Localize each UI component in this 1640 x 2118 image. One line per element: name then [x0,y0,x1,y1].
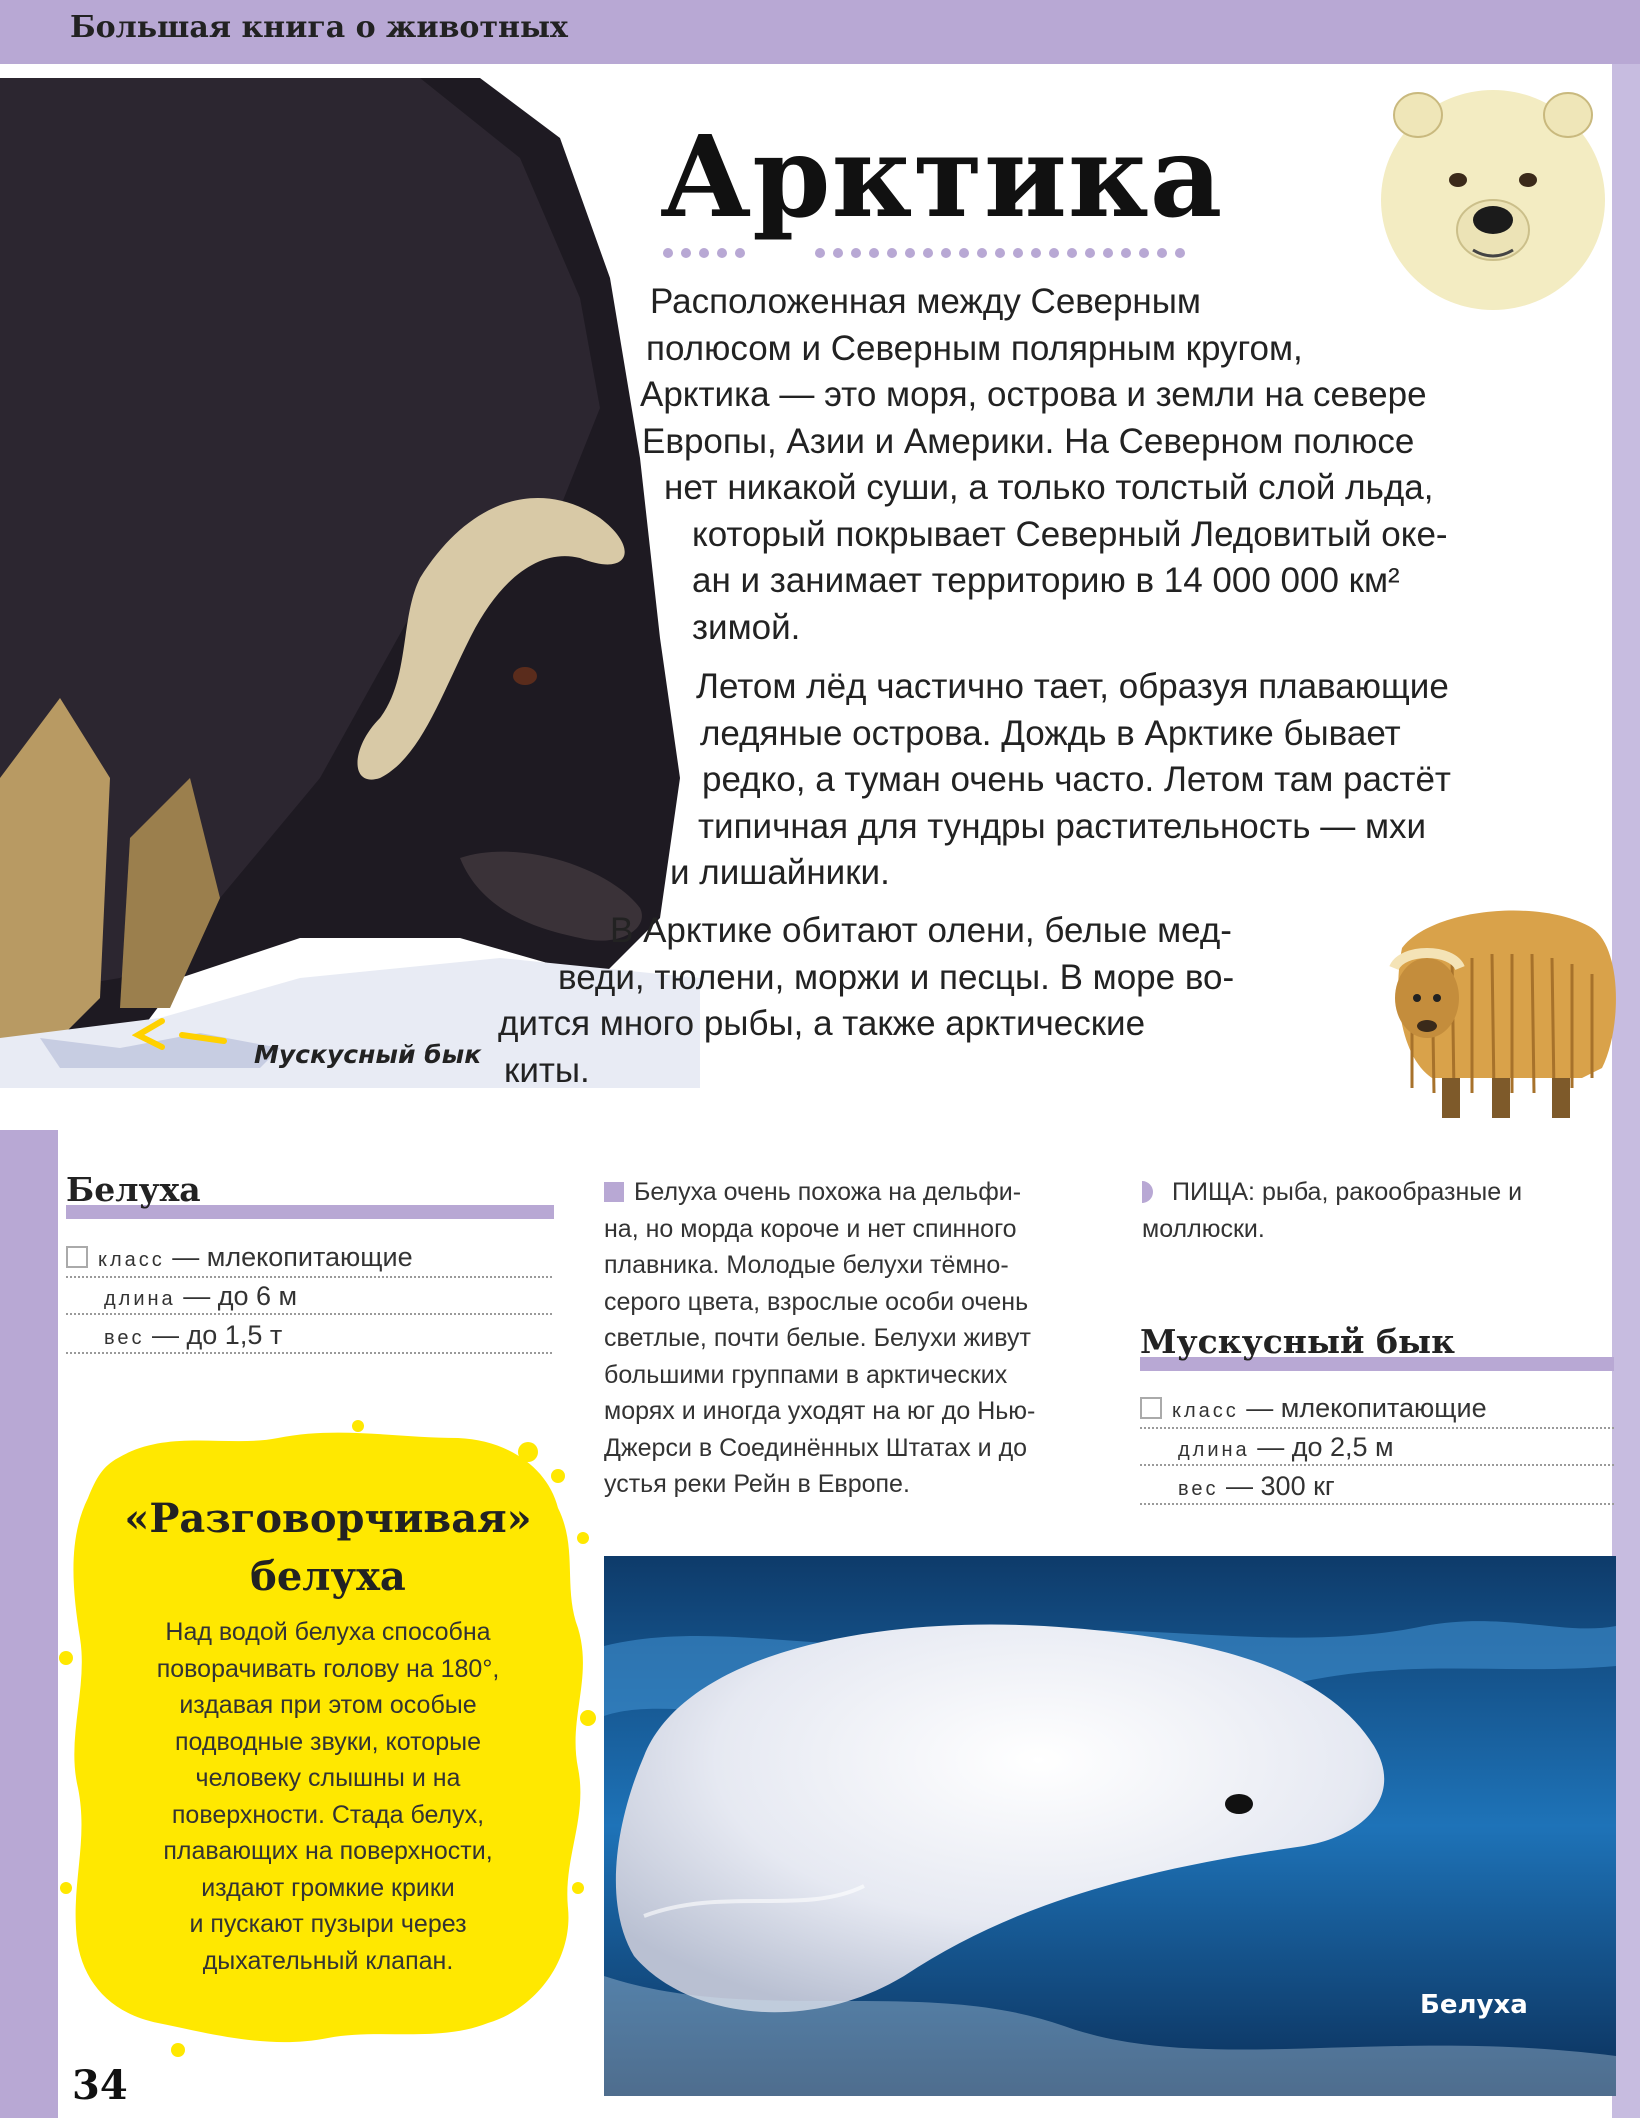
beluga-text-line: светлые, почти белые. Белухи живут [604,1324,1031,1352]
fact-value: — до 2,5 м [1249,1432,1394,1462]
fact-value: — до 1,5 т [144,1320,283,1350]
box-text-line: дыхательный клапан. [202,1946,454,1975]
fact-value: — млекопитающие [164,1242,413,1272]
box-title-line: белуха [250,1553,406,1600]
square-bullet-icon [604,1182,624,1202]
intro-line: Арктика — это моря, острова и земли на севере [640,375,1427,414]
box-text-line: поверхности. Стада белух, [171,1800,485,1829]
intro-line: который покрывает Северный Ледовитый оке- [692,514,1448,554]
food-line: ПИЩА: рыба, ракообразные и [1172,1178,1523,1206]
page-title: Арктика [660,112,1224,243]
fauna-line: киты. [504,1050,590,1090]
running-head-band [0,0,1640,64]
fact-key: вес [104,1327,145,1349]
intro-line: Расположенная между Северным [650,282,1201,321]
fact-key: класс [1172,1400,1239,1422]
box-title-line: «Разговорчивая» [124,1495,532,1542]
title-dots-divider [660,245,1200,261]
beluga-text-line: устья реки Рейн в Европе. [604,1470,910,1498]
fauna-line: дится много рыбы, а также арктические [498,1004,1146,1043]
musk-ox-fact-length [1140,1428,1614,1466]
fact-key: длина [1178,1439,1250,1461]
fact-key: вес [1178,1478,1219,1500]
intro-line: ан и занимает территорию в 14 000 000 км² [692,561,1400,600]
box-text-line: плавающих на поверхности, [163,1837,493,1865]
beluga-fact-class [66,1238,552,1278]
beluga-fact-weight [66,1316,552,1354]
page-left-strip [0,1130,58,2118]
box-text-line: издавая при этом особые [179,1691,477,1719]
intro-line: полюсом и Северным полярным кругом, [646,328,1303,368]
beluga-text-line: на, но морда короче и нет спинного [604,1214,1017,1243]
fact-key: длина [104,1288,176,1310]
beluga-facts-title: Белуха [66,1170,201,1209]
box-text-line: и пускают пузыри через [189,1910,467,1938]
beluga-photo-caption: Белуха [1420,1990,1528,2020]
beluga-fact-length [66,1277,552,1315]
fauna-line: В Арктике обитают олени, белые мед- [610,911,1232,950]
summer-line: редко, а туман очень часто. Летом там растёт [702,760,1451,799]
beluga-text-line: морях и иногда уходят на юг до Нью- [604,1397,1036,1425]
fact-value: — до 6 м [175,1281,298,1311]
fact-key: класс [98,1249,165,1271]
intro-line: зимой. [692,607,801,647]
intro-line: нет никакой суши, а только толстый слой льда, [664,468,1434,507]
summer-line: Летом лёд частично тает, образуя плавающие [696,667,1449,706]
summer-line: и лишайники. [670,853,890,892]
food-line: моллюски. [1142,1214,1265,1243]
musk-ox-fact-weight [1140,1467,1614,1505]
beluga-text-line: серого цвета, взрослые особи очень [604,1287,1029,1316]
musk-ox-fact-class [1140,1389,1614,1429]
fact-value: — млекопитающие [1238,1393,1487,1423]
musk-ox-caption: Мускусный бык [254,1040,482,1069]
check-icon [66,1246,88,1268]
intro-line: Европы, Азии и Америки. На Северном полюсе [642,421,1415,461]
box-text-line: человеку слышны и на [195,1764,461,1792]
musk-ox-illustration [1372,888,1632,1128]
intro-paragraph [640,279,1448,651]
box-text-line: издают громкие крики [201,1873,455,1902]
musk-ox-photo [0,78,700,1088]
fauna-paragraph [498,908,1235,1094]
check-icon [1140,1397,1162,1419]
musk-ox-facts-title: Мускусный бык [1140,1322,1455,1361]
talkative-beluga-text [98,1614,558,1979]
summer-line: ледяные острова. Дождь в Арктике бывает [700,713,1401,753]
half-circle-bullet-icon [1142,1181,1160,1203]
box-text-line: поворачивать голову на 180°, [156,1654,500,1683]
fact-value: — 300 кг [1218,1471,1335,1501]
box-text-line: Над водой белуха способна [165,1618,491,1646]
beluga-text-line: Белуха очень похожа на дельфи- [634,1178,1022,1206]
beluga-text-line: Джерси в Соединённых Штатах и до [604,1433,1028,1462]
box-text-line: подводные звуки, которые [175,1727,481,1756]
food-note [1142,1174,1522,1247]
summer-line: типичная для тундры растительность — мхи [698,806,1427,846]
page-number: 34 [72,2062,128,2109]
beluga-text-line: большими группами в арктических [604,1360,1008,1389]
beluga-text-line: плавника. Молодые белухи тёмно- [604,1251,1009,1279]
fauna-line: веди, тюлени, моржи и песцы. В море во- [558,957,1235,997]
summer-paragraph [670,664,1451,897]
talkative-beluga-title [98,1490,558,1606]
caption-arrow [132,1015,232,1055]
running-head: Большая книга о животных [70,10,568,45]
beluga-description [604,1174,1035,1503]
